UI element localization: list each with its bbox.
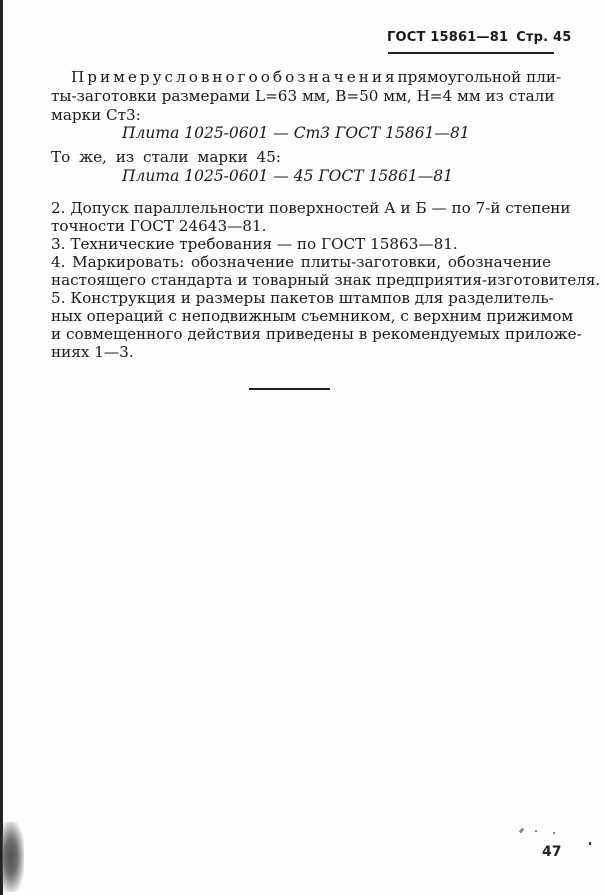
header-standard: ГОСТ 15861—81 [387,30,509,45]
example-intro-line2: ты-заготовки размерами L=63 мм, B=50 мм, H=4 мм из стали [51,87,555,105]
running-header [387,30,572,45]
item-3-line1: 3. Технические требования — по ГОСТ 15863—81. [51,235,458,253]
header-page-label: Стр. 45 [516,30,572,45]
item-5-line4: ниях 1—3. [51,343,134,361]
designation-45: Плита 1025-0601 — 45 ГОСТ 15861—81 [122,167,453,185]
item-2-line1-text: 2. Допуск параллельности поверхностей А и Б — по 7-й степени [51,199,571,217]
scan-speck [535,830,537,832]
item-5-line1: 5. Конструкция и размеры пакетов штампов для разделитель- [51,289,554,307]
item-2-line1 [51,199,571,217]
same-steel-45-line: То же, из стали марки 45: [51,148,281,166]
intro-word-2: условного [152,68,261,86]
example-intro-line1 [71,68,562,86]
scan-left-edge [0,0,3,895]
section-end-divider [249,388,330,390]
page-number: 47 [542,844,562,860]
designation-st3: Плита 1025-0601 — Ст3 ГОСТ 15861—81 [122,124,470,142]
intro-word-3: обозначения [260,68,398,86]
intro-word-1: Пример [71,68,153,86]
item-5-line3: и совмещенного действия приведены в рекомендуемых приложе- [51,325,582,343]
scan-speck [589,842,591,845]
scan-speck [519,828,525,834]
item-5-line2: ных операций с неподвижным съемником, с верхним прижимом [51,307,574,325]
example-intro-line3: марки Ст3: [51,106,141,124]
scan-speck [553,832,555,834]
header-rule [388,52,554,54]
item-4-line1: 4. Маркировать: обозначение плиты-заготовки, обозначение [51,253,551,271]
scan-smudge [2,822,24,892]
item-4-line2: настоящего стандарта и товарный знак предприятия-изготовителя. [51,271,601,289]
intro-word-rest: прямоугольной пли- [397,68,562,86]
item-2-line2: точности ГОСТ 24643—81. [51,217,267,235]
